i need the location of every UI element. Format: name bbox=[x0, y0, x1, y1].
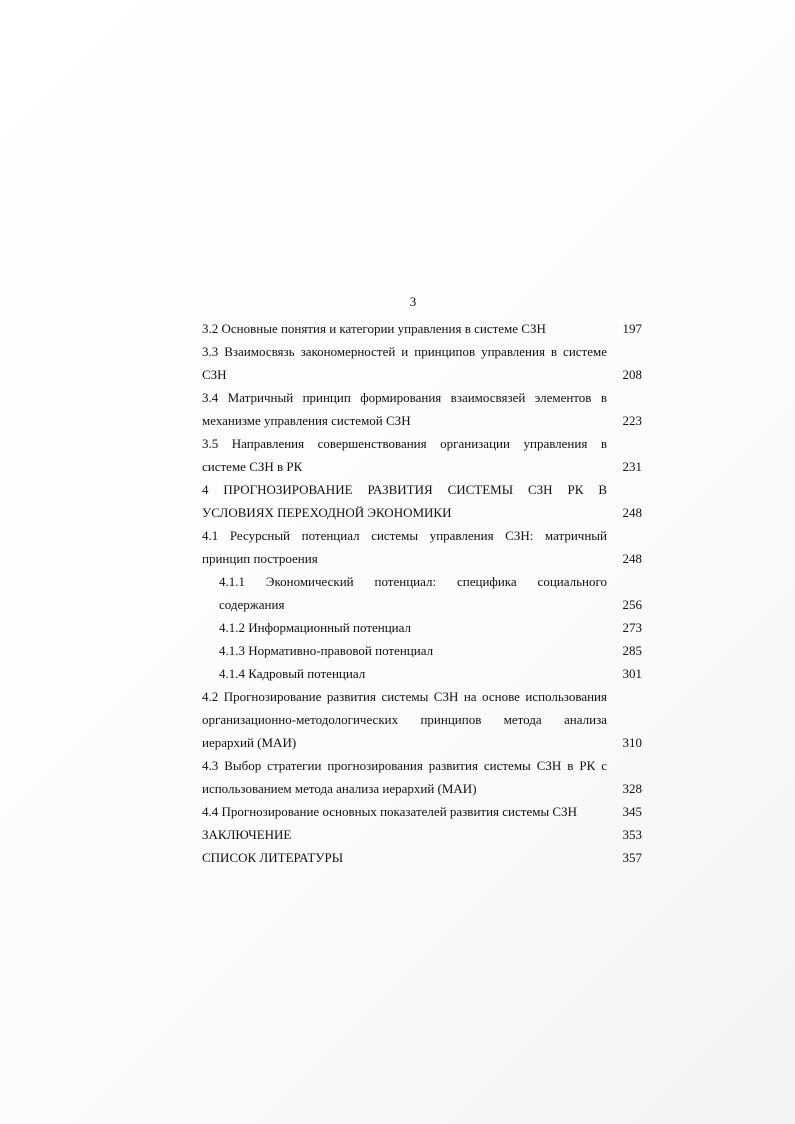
toc-entry-line: 4.2 Прогнозирование развития системы СЗН на основе использования bbox=[202, 689, 607, 704]
toc-entry bbox=[202, 570, 642, 616]
toc-entry-title bbox=[202, 478, 607, 524]
toc-entry-line: использованием метода анализа иерархий (МАИ) bbox=[202, 781, 477, 796]
toc-entry-page-number: 357 bbox=[622, 850, 642, 865]
toc-entry-page-number: 273 bbox=[622, 620, 642, 635]
toc-entry-line: содержания bbox=[219, 597, 285, 612]
toc-entry bbox=[202, 846, 642, 869]
toc-entry bbox=[202, 340, 642, 386]
toc-entry-page-number: 248 bbox=[622, 551, 642, 566]
toc-entry-page-number: 208 bbox=[622, 367, 642, 382]
toc-entry-title bbox=[202, 639, 607, 662]
toc-entry-title bbox=[202, 616, 607, 639]
toc-entry-line: СЗН bbox=[202, 367, 227, 382]
toc-entry-title bbox=[202, 524, 607, 570]
toc-entry-line: системе СЗН в РК bbox=[202, 459, 303, 474]
toc-entry bbox=[202, 639, 642, 662]
toc-entry bbox=[202, 616, 642, 639]
toc-entry-page-number: 345 bbox=[622, 804, 642, 819]
toc-entry-title bbox=[202, 432, 607, 478]
toc-entry-title bbox=[202, 662, 607, 685]
toc-entry-title bbox=[202, 570, 607, 616]
toc-entry-line: 4.1.3 Нормативно-правовой потенциал bbox=[219, 643, 434, 658]
toc-entry-line: организационно-методологических принципов метода анализа bbox=[202, 712, 607, 727]
toc-entry-line: механизме управления системой СЗН bbox=[202, 413, 411, 428]
toc-entry-page-number: 301 bbox=[622, 666, 642, 681]
toc-entry-page-number: 353 bbox=[622, 827, 642, 842]
toc-entry bbox=[202, 524, 642, 570]
toc-entry-line: 3.4 Матричный принцип формирования взаимосвязей элементов в bbox=[202, 390, 607, 405]
toc-entry-line: 3.5 Направления совершенствования организации управления в bbox=[202, 436, 607, 451]
toc-entry bbox=[202, 478, 642, 524]
toc-entry-line: принцип построения bbox=[202, 551, 318, 566]
toc-entry-line: 4.4 Прогнозирование основных показателей развития системы СЗН bbox=[202, 804, 578, 819]
toc-entry-title bbox=[202, 823, 607, 846]
toc-entry-line: УСЛОВИЯХ ПЕРЕХОДНОЙ ЭКОНОМИКИ bbox=[202, 505, 452, 520]
toc-entry-line: 4.1.4 Кадровый потенциал bbox=[219, 666, 366, 681]
toc-entry-page-number: 231 bbox=[622, 459, 642, 474]
toc-entry bbox=[202, 432, 642, 478]
toc-entry-page-number: 256 bbox=[622, 597, 642, 612]
toc-entry-line: иерархий (МАИ) bbox=[202, 735, 297, 750]
toc-entry-line: 4.1.2 Информационный потенциал bbox=[219, 620, 411, 635]
toc-entry-title bbox=[202, 317, 607, 340]
toc-entry bbox=[202, 662, 642, 685]
toc-entry-page-number: 285 bbox=[622, 643, 642, 658]
toc-entry-title bbox=[202, 800, 607, 823]
toc-entry-line: СПИСОК ЛИТЕРАТУРЫ bbox=[202, 850, 344, 865]
toc-entry bbox=[202, 800, 642, 823]
toc-entry-line: ЗАКЛЮЧЕНИЕ bbox=[202, 827, 292, 842]
table-of-contents bbox=[202, 317, 642, 869]
toc-entry-page-number: 197 bbox=[622, 321, 642, 336]
toc-entry-page-number: 248 bbox=[622, 505, 642, 520]
toc-entry-line: 3.3 Взаимосвязь закономерностей и принципов управления в системе bbox=[202, 344, 607, 359]
toc-entry-page-number: 223 bbox=[622, 413, 642, 428]
toc-entry-line: 3.2 Основные понятия и категории управления в системе СЗН bbox=[202, 321, 546, 336]
toc-entry bbox=[202, 386, 642, 432]
toc-entry bbox=[202, 317, 642, 340]
toc-entry-line: 4.3 Выбор стратегии прогнозирования развития системы СЗН в РК с bbox=[202, 758, 607, 773]
toc-entry bbox=[202, 754, 642, 800]
toc-entry-line: 4.1 Ресурсный потенциал системы управления СЗН: матричный bbox=[202, 528, 607, 543]
toc-entry bbox=[202, 823, 642, 846]
toc-entry-title bbox=[202, 846, 607, 869]
toc-entry bbox=[202, 685, 642, 754]
toc-entry-title bbox=[202, 386, 607, 432]
page-number: 3 bbox=[409, 294, 417, 309]
toc-entry-title bbox=[202, 754, 607, 800]
toc-entry-title bbox=[202, 685, 607, 754]
toc-entry-page-number: 328 bbox=[622, 781, 642, 796]
toc-entry-title bbox=[202, 340, 607, 386]
toc-entry-line: 4 ПРОГНОЗИРОВАНИЕ РАЗВИТИЯ СИСТЕМЫ СЗН РК В bbox=[202, 482, 607, 497]
toc-entry-page-number: 310 bbox=[622, 735, 642, 750]
toc-entry-line: 4.1.1 Экономический потенциал: специфика социального bbox=[219, 574, 607, 589]
